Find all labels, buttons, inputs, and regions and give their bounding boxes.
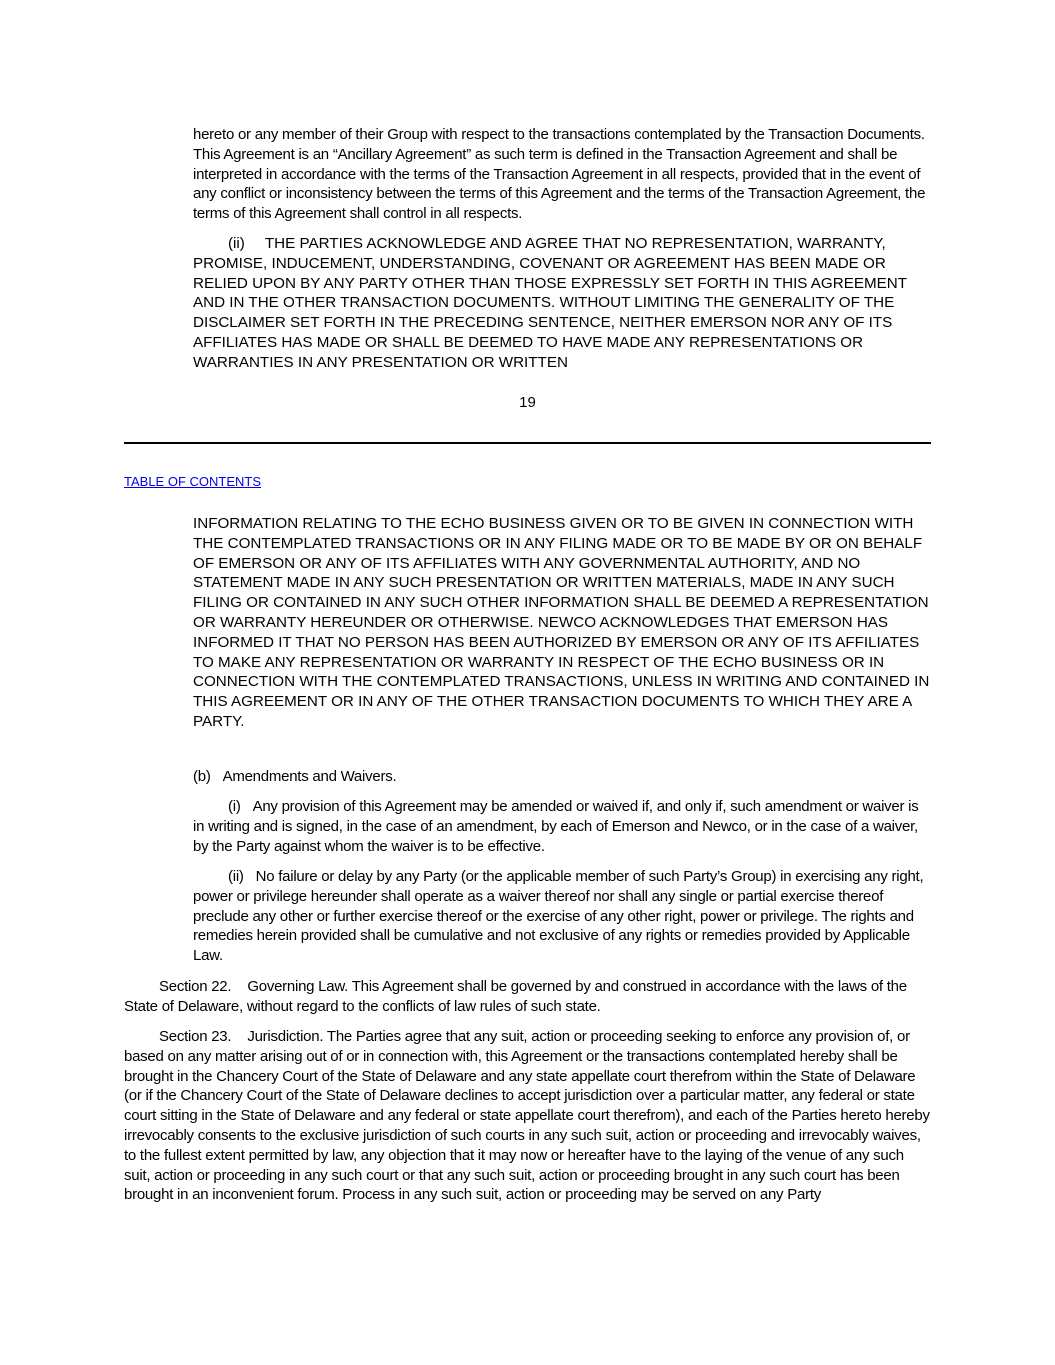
clause-label: (i) — [228, 798, 241, 815]
paragraph-disclaimer-continued — [193, 514, 933, 732]
table-of-contents-link[interactable]: TABLE OF CONTENTS — [124, 474, 261, 489]
section-22-governing-law — [124, 977, 930, 1017]
paragraph-no-waiver — [193, 867, 931, 966]
section-23-jurisdiction — [124, 1027, 930, 1205]
clause-label: (b) — [193, 768, 211, 785]
paragraph-amendment — [193, 797, 931, 856]
clause-label: (ii) — [228, 868, 244, 885]
paragraph-text: Any provision of this Agreement may be amended or waived if, and only if, such amendment or waiver is in writing and is signed, in the case of an amendment, by each of Emerson and Newco, or in the case of a waiver, by the Party against whom the waiver is to be effective. — [193, 798, 919, 855]
paragraph-text: Jurisdiction. The Parties agree that any suit, action or proceeding seeking to enforce any provision of, or based on any matter arising out of or in connection with, this Agreement or the transactions contemplated hereby shall be brought in the Chancery Court of the State of Delaware and any state appellate court therefrom within the State of Delaware (or if the Chancery Court of the State of Delaware declines to accept jurisdiction over a particular matter, any federal or state court sitting in the State of Delaware and any federal or state appellate court therefrom), and each of the Parties hereto hereby irrevocably consents to the exclusive jurisdiction of such courts in any such suit, action or proceeding and irrevocably waives, to the fullest extent permitted by law, any objection that it may now or hereafter have to the laying of the venue of any such suit, action or proceeding in any such court or that any such suit, action or proceeding brought in any such court has been brought in an inconvenient forum. Process in any such suit, action or proceeding may be served on any Party — [124, 1028, 930, 1204]
page-divider — [124, 442, 931, 444]
section-label: Section 22. — [159, 978, 232, 995]
section-heading: Amendments and Waivers. — [222, 768, 397, 785]
heading-amendments-waivers — [193, 767, 928, 787]
section-label: Section 23. — [159, 1028, 232, 1045]
paragraph-transaction-documents — [193, 125, 928, 224]
paragraph-text: INFORMATION RELATING TO THE ECHO BUSINESS GIVEN OR TO BE GIVEN IN CONNECTION WITH THE CONTEMPLATED TRANSACTIONS OR IN ANY FILING MADE OR TO BE MADE BY OR ON BEHALF OF EMERSON OR ANY OF ITS AFFILIATES WITH ANY GOVERNMENTAL AUTHORITY, AND NO STATEMENT MADE IN ANY SUCH PRESENTATION OR WRITTEN MATERIALS, MADE IN ANY SUCH FILING OR CONTAINED IN ANY SUCH OTHER INFORMATION SHALL BE DEEMED A REPRESENTATION OR WARRANTY HEREUNDER OR OTHERWISE. NEWCO ACKNOWLEDGES THAT EMERSON HAS INFORMED IT THAT NO PERSON HAS BEEN AUTHORIZED BY EMERSON OR ANY OF ITS AFFILIATES TO MAKE ANY REPRESENTATION OR WARRANTY IN RESPECT OF THE ECHO BUSINESS OR IN CONNECTION WITH THE CONTEMPLATED TRANSACTIONS, UNLESS IN WRITING AND CONTAINED IN THIS AGREEMENT OR IN ANY OF THE OTHER TRANSACTION DOCUMENTS TO WHICH THEY ARE A PARTY. — [193, 515, 930, 730]
paragraph-text: Governing Law. This Agreement shall be governed by and construed in accordance with the laws of the State of Delaware, without regard to the conflicts of law rules of such state. — [124, 978, 907, 1015]
paragraph-text: No failure or delay by any Party (or the applicable member of such Party’s Group) in exercising any right, power or privilege hereunder shall operate as a waiver thereof nor shall any single or partial exercise thereof preclude any other or further exercise thereof or the exercise of any other right, power or privilege. The rights and remedies herein provided shall be cumulative and not exclusive of any rights or remedies provided by Applicable Law. — [193, 868, 924, 965]
paragraph-acknowledgement — [193, 234, 933, 373]
paragraph-text: THE PARTIES ACKNOWLEDGE AND AGREE THAT NO REPRESENTATION, WARRANTY, PROMISE, INDUCEMENT, UNDERSTANDING, COVENANT OR AGREEMENT HAS BEEN MADE OR RELIED UPON BY ANY PARTY OTHER THAN THOSE EXPRESSLY SET FORTH IN THIS AGREEMENT AND IN THE OTHER TRANSACTION DOCUMENTS. WITHOUT LIMITING THE GENERALITY OF THE DISCLAIMER SET FORTH IN THE PRECEDING SENTENCE, NEITHER EMERSON NOR ANY OF ITS AFFILIATES HAS MADE OR SHALL BE DEEMED TO HAVE MADE ANY REPRESENTATIONS OR WARRANTIES IN ANY PRESENTATION OR WRITTEN — [193, 235, 907, 371]
page-number: 19 — [519, 394, 536, 411]
paragraph-text: hereto or any member of their Group with respect to the transactions contemplated by the Transaction Documents. This Agreement is an “Ancillary Agreement” as such term is defined in the Transaction Agreement and shall be interpreted in accordance with the terms of the Transaction Agreement in all respects, provided that in the event of any conflict or inconsistency between the terms of this Agreement and the terms of the Transaction Agreement, the terms of this Agreement shall control in all respects. — [193, 126, 926, 223]
clause-label: (ii) — [228, 235, 245, 252]
